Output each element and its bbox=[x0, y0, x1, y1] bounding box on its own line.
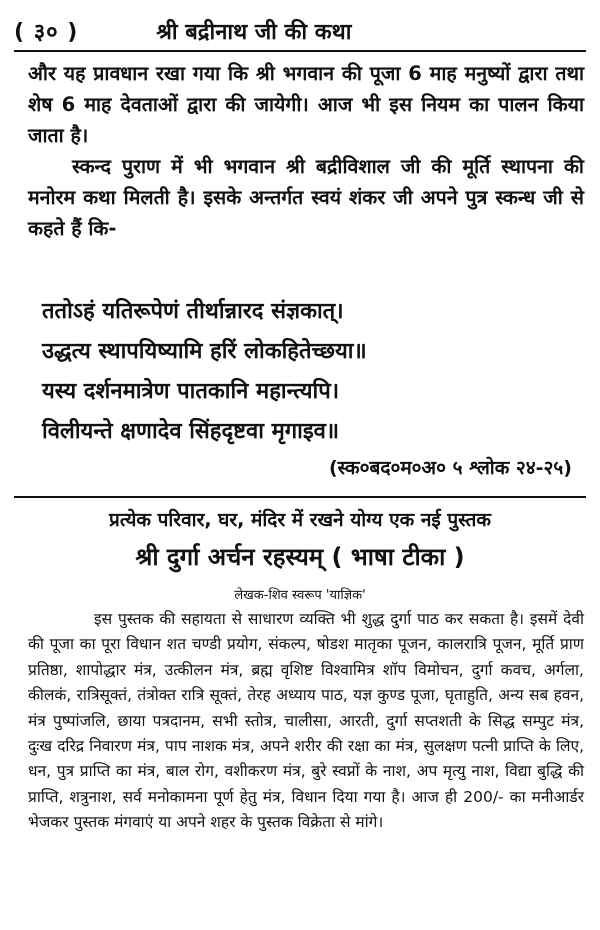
section-divider bbox=[14, 496, 586, 498]
shloka-line: ततोऽहं यतिरूपेणं तीर्थान्नारद संज्ञकात्। bbox=[42, 299, 344, 324]
book-description bbox=[28, 607, 584, 836]
book-description-text: इस पुस्तक की सहायता से साधारण व्यक्ति भी शुद्ध दुर्गा पाठ कर सकता है। इसमें देवी की पूजा का पूरा विधान शत चण्डी प्रयोग, संकल्प, षोडश मातृका पूजन, कालरात्रि पूजन, मूर्ति प्राण प्रतिष्ठा, शापोद्धार मंत्र, उत्कीलन मंत्र, ब्रह्म वृशिष्ट विश्वामित्र शॉप विमोचन, दुर्गा कवच, अर्गला, कीलकं, रात्रिसूक्तं, तंत्रोक्त रात्रि सूक्तं, तेरह अध्याय पाठ, यज्ञ कुण्ड पूजा, घृताहुति, अन्य सब हवन, मंत्र पुष्पांजलि, छाया पत्रदानम, सभी स्तोत्र, चालीसा, आरती, दुर्गा सप्तशती के सिद्ध सम्पुट मंत्र, दुःख दरिद्र निवारण मंत्र, पाप नाशक मंत्र, अपने शरीर की रक्षा का मंत्र, सुलक्षण पत्नी प्राप्ति के लिए, धन, पुत्र प्राप्ति का मंत्र, बाल रोग, वशीकरण मंत्र, बुरे स्वप्नों के नाश, अप मृत्यु नाश, विद्या बुद्धि की प्राप्ति, शत्रुनाश, सर्व मनोकामना पूर्ण हेतु मंत्र, विधान दिया गया है। आज ही 200/- का मनीआर्डर भेजकर पुस्तक मंगवाएं या अपने शहर के पुस्तक विक्रेता से मांगे। bbox=[28, 610, 584, 832]
sanskrit-shloka bbox=[42, 292, 590, 452]
shloka-line: विलीयन्ते क्षणादेव सिंहदृष्टवा मृगाइव॥ bbox=[42, 419, 340, 444]
ad-tagline: प्रत्येक परिवार, घर, मंदिर में रखने योग्य एक नई पुस्तक bbox=[109, 509, 491, 531]
story-text bbox=[28, 58, 584, 244]
running-title: श्री बद्रीनाथ जी की कथा bbox=[156, 20, 352, 45]
page-header bbox=[14, 6, 586, 46]
page-number: ( ३० ) bbox=[14, 20, 79, 45]
header-rule bbox=[14, 50, 586, 52]
shloka-line: यस्य दर्शनमात्रेण पातकानि महान्त्यपि। bbox=[42, 379, 340, 404]
shloka-line: उद्धत्य स्थापयिष्यामि हरिं लोकहितेच्छया॥ bbox=[42, 339, 367, 364]
book-author: लेखक-शिव स्वरूप 'याज्ञिक' bbox=[234, 588, 366, 603]
story-paragraph: और यह प्रावधान रखा गया कि श्री भगवान की पूजा 6 माह मनुष्यों द्वारा तथा शेष 6 माह देवताओं द्वारा की जायेगी। आज भी इस नियम का पालन किया जाता है। bbox=[28, 62, 584, 147]
story-paragraph: स्कन्द पुराण में भी भगवान श्री बद्रीविशाल जी की मूर्ति स्थापना की मनोरम कथा मिलती है। इसके अन्तर्गत स्वयं शंकर जी अपने पुत्र स्कन्ध जी से कहते हैं कि- bbox=[28, 155, 584, 240]
book-title: श्री दुर्गा अर्चन रहस्यम् ( भाषा टीका ) bbox=[135, 543, 465, 571]
shloka-citation: (स्क०बद०म०अ० ५ श्लोक २४-२५) bbox=[328, 457, 572, 479]
